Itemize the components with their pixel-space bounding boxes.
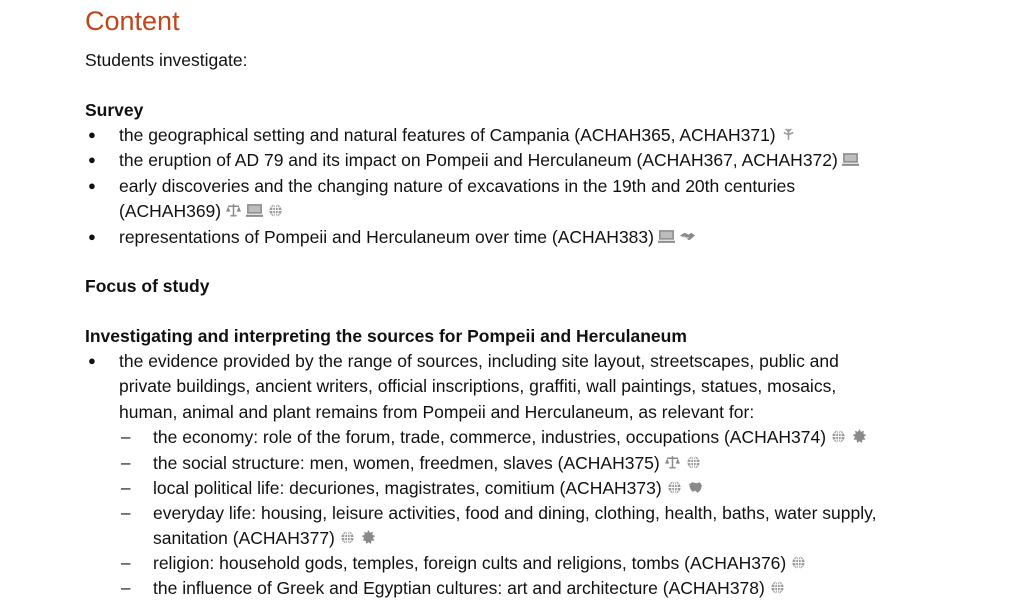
- bullet-icon: ●: [88, 229, 96, 244]
- sub-item: local political life: decuriones, magistrates, comitium (ACHAH373): [153, 476, 704, 500]
- bullet-icon: ●: [88, 353, 96, 368]
- dash-marker: –: [121, 503, 131, 522]
- sub-item: the influence of Greek and Egyptian cultures: art and architecture (ACHAH378): [153, 576, 786, 600]
- dash-marker: –: [121, 553, 131, 572]
- scales-icon: [664, 455, 681, 470]
- globe-icon: [769, 580, 786, 595]
- sub-item: the economy: role of the forum, trade, commerce, industries, occupations (ACHAH374): [153, 425, 868, 449]
- evidence-line: the evidence provided by the range of sources, including site layout, streetscapes, public and: [119, 351, 839, 371]
- dash-marker: –: [121, 453, 131, 472]
- sub-item: everyday life: housing, leisure activities, food and dining, clothing, health, baths, water supply,: [153, 503, 877, 523]
- globe-icon: [790, 555, 807, 570]
- bullet-icon: ●: [88, 127, 96, 142]
- evidence-line: human, animal and plant remains from Pompeii and Herculaneum, as relevant for:: [119, 402, 755, 422]
- scales-icon: [225, 203, 242, 218]
- intro-text: Students investigate:: [85, 50, 248, 70]
- leaf-icon: [780, 127, 797, 142]
- bullet-icon: ●: [88, 152, 96, 167]
- dash-marker: –: [121, 478, 131, 497]
- survey-heading: Survey: [85, 100, 144, 120]
- sub-item: religion: household gods, temples, foreign cults and religions, tombs (ACHAH376): [153, 551, 807, 575]
- gear-icon: [360, 530, 377, 545]
- computer-icon: [246, 203, 263, 218]
- bullet-icon: ●: [88, 178, 96, 193]
- computer-icon: [658, 229, 675, 244]
- content-heading: Content: [85, 6, 180, 36]
- survey-item: the geographical setting and natural features of Campania (ACHAH365, ACHAH371): [119, 123, 797, 147]
- globe-icon: [267, 203, 284, 218]
- computer-icon: [842, 152, 859, 167]
- survey-item: the eruption of AD 79 and its impact on Pompeii and Herculaneum (ACHAH367, ACHAH372): [119, 148, 859, 172]
- dash-marker: –: [121, 427, 131, 446]
- globe-icon: [830, 429, 847, 444]
- sub-item-continuation: sanitation (ACHAH377): [153, 526, 377, 550]
- globe-icon: [685, 455, 702, 470]
- globe-icon: [666, 480, 683, 495]
- investigating-heading: Investigating and interpreting the sources for Pompeii and Herculaneum: [85, 326, 687, 346]
- focus-heading: Focus of study: [85, 276, 210, 296]
- gear-icon: [851, 429, 868, 444]
- sub-item: the social structure: men, women, freedmen, slaves (ACHAH375): [153, 451, 702, 475]
- handshake-icon: [679, 229, 696, 244]
- survey-item: early discoveries and the changing nature of excavations in the 19th and 20th centuries: [119, 176, 796, 196]
- survey-item-continuation: (ACHAH369): [119, 199, 284, 223]
- dash-marker: –: [121, 578, 131, 597]
- globe-icon: [339, 530, 356, 545]
- evidence-line: private buildings, ancient writers, official inscriptions, graffiti, wall paintings, statues, mosaics,: [119, 376, 837, 396]
- survey-item: representations of Pompeii and Herculaneum over time (ACHAH383): [119, 225, 696, 249]
- map-icon: [687, 480, 704, 495]
